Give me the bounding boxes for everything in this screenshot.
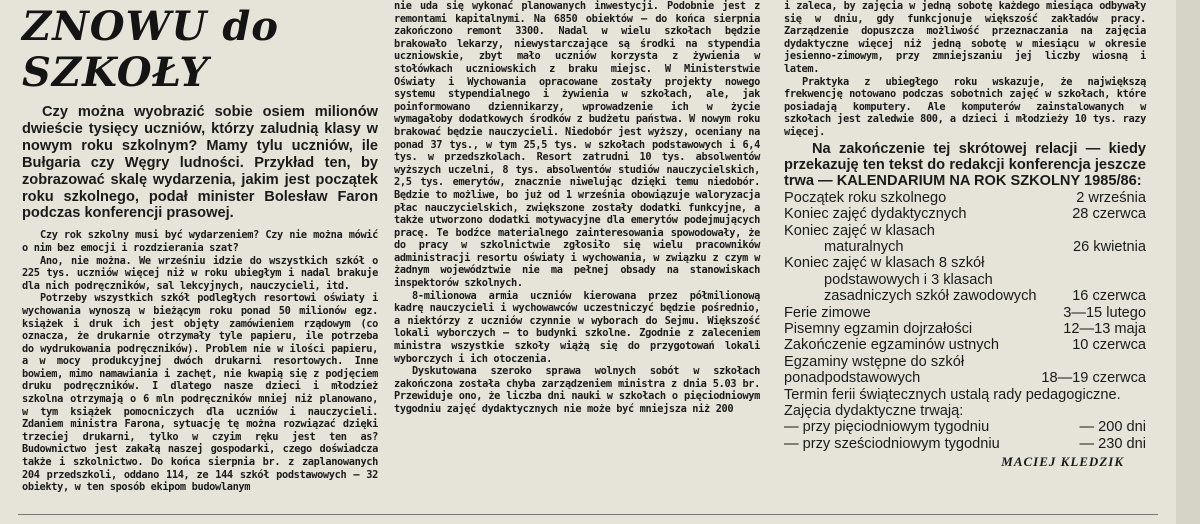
calendar-value: 26 kwietnia: [1072, 238, 1146, 255]
calendar-value: 18—19 czerwca: [1041, 370, 1146, 387]
calendar-label: Zakończenie egzaminów ustnych: [784, 337, 999, 354]
column-1: [22, 0, 378, 494]
calendar-label: Koniec zajęć dydaktycznych: [784, 206, 967, 223]
calendar-row: [784, 321, 1146, 337]
calendar-row: [784, 305, 1146, 321]
paragraph: 8-milionowa armia uczniów kierowana przez półmilionową kadrę nauczycieli i wychowawców uczestniczyć będzie pośrednio, a niektórzy z uczniów czynnie w wyborach do Sejmu. Większość lokali wyborczych — to budynki szkolne. Zgodnie z zaleceniem ministra wszystkie szkoły wiążą się do przygotowań lokali wyborczych i ich otoczenia.: [394, 289, 760, 365]
article-lead: [22, 104, 378, 222]
paragraph: i zaleca, by zajęcia w jedną sobotę każdego miesiąca odbywały się w dniu, gdy funkcjonuje większość zakładów pracy. Zarządzenie dopuszcza możliwość przeznaczania na zajęcia dydaktyczne więcej niż jedną sobotę w miesiącu w okresie jesienno-zimowym, przy zmniejszaniu jej liczby wiosną i latem.: [784, 0, 1146, 75]
calendar-list: [784, 190, 1146, 453]
zajecia-row: [784, 436, 1146, 452]
page-edge: [1176, 0, 1200, 524]
calendar-row: [784, 239, 1146, 255]
column-3: [784, 0, 1146, 470]
column-2: [394, 0, 760, 416]
zajecia-header: Zajęcia dydaktyczne trwają:: [784, 403, 964, 420]
zajecia-label: — przy sześciodniowym tygodniu: [784, 435, 1000, 452]
calendar-row: [784, 354, 1146, 387]
calendar-row: [784, 206, 1146, 222]
calendar-row: [784, 223, 1146, 239]
author-signature: MACIEJ KLEDZIK: [1001, 454, 1124, 470]
calendar-label: Koniec zajęć w klasach: [784, 222, 935, 239]
lead-paragraph: Czy można wyobrazić sobie osiem milionów dwieście tysięcy uczniów, którzy zaludnią klasy w nowym roku szkolnym? Mamy tylu uczniów, ile Bułgaria czy Węgry ludności. Przykład ten, by zobrazować skalę wydarzenia, jakim jest początek roku szkolnego, podał minister Bolesław Faron podczas konferencji prasowej.: [22, 104, 378, 222]
paragraph: Ano, nie można. We wrześniu idzie do wszystkich szkół o 225 tys. uczniów więcej niż w roku ubiegłym i nadal brakuje dla nich podręczników, sal lekcyjnych, nauczycieli, itd.: [22, 254, 378, 292]
column-1-body: [22, 229, 378, 493]
article-title: ZNOWU do SZKOŁY: [22, 3, 279, 96]
calendar-label: Ferie zimowe: [784, 304, 871, 321]
zajecia-label: — przy pięciodniowym tygodniu: [784, 419, 990, 436]
calendar-label: podstawowych i 3 klasach zasadniczych szkół zawodowych: [824, 271, 1037, 305]
paragraph: Potrzeby wszystkich szkół podległych resortowi oświaty i wychowania wynoszą w bieżącym roku ponad 50 milionów egz. książek i druk ich jest objęty zamówieniem rządowym (co oznacza, że drukarnie otrzymały tyle papieru, ile potrzeba do wydrukowania podręczników). Problem nie w ilości papieru, a w mocy produkcyjnej dwóch drukarni resortowych. Inne bowiem, mimo namawiania i zachęt, nie kwapią się z podjęciem druku podręczników. I dlatego nasze dzieci i młodzież szkolna otrzymają o 6 mln podręczników mniej niż planowano, w tym książek pomocniczych dla uczniów i nauczycieli. Zdaniem ministra Farona, sytuację tę można rozwiązać dzięki trzeciej drukarni, tylko w czyim ręku jest ten as? Budownictwo jest zakałą naszej gospodarki, czego doświadcza także i szkolnictwo. Do końca sierpnia br. z zaplanowanych 204 przedszkoli, oddano 114, ze 144 szkół podstawowych — 32 obiekty, w ten sposób ekipom budowlanym: [22, 292, 378, 494]
zajecia-value: — 200 dni: [1079, 419, 1146, 436]
zajecia-row: [784, 419, 1146, 435]
paragraph: Dyskutowana szeroko sprawa wolnych sobót w szkołach zakończona została chyba zarządzeniem ministra z dnia 5.03 br. Przewiduje ono, że liczba dni nauki w szkołach o pięciodniowym tygodniu zajęć dydaktycznych nie może być mniejsza niż 200: [394, 365, 760, 415]
calendar-row: [784, 190, 1146, 206]
column-3-body: [784, 0, 1146, 139]
paragraph: Praktyka z ubiegłego roku wskazuje, że największą frekwencję notowano podczas sobotnich zajęć w szkołach, które posiadają komputery. Ale komputerów zainstalowanych w szkołach jest zaledwie 800, a dzieci i młodzieży 10 tys. razy więcej.: [784, 75, 1146, 138]
calendar-value: 12—13 maja: [1063, 321, 1146, 337]
calendar-value: 28 czerwca: [1072, 206, 1146, 223]
calendar-value: 2 września: [1076, 189, 1146, 206]
calendar-row: [784, 272, 1146, 305]
calendar-intro: [784, 141, 1146, 190]
calendar-value: 16 czerwca: [1072, 288, 1146, 305]
calendar-value: 10 czerwca: [1072, 337, 1146, 354]
calendar-intro-text: Na zakończenie tej skrótowej relacji — kiedy przekazuję ten tekst do redakcji konferencja jeszcze trwa — KALENDARIUM NA ROK SZKOLNY 1985/86:: [784, 140, 1146, 190]
paragraph: Czy rok szkolny musi być wydarzeniem? Czy nie można mówić o nim bez emocji i rozdzierania szat?: [22, 229, 378, 254]
calendar-label: Egzaminy wstępne do szkół ponadpodstawowych: [784, 353, 965, 387]
calendar-label: maturalnych: [824, 238, 904, 255]
calendar-label: Początek roku szkolnego: [784, 189, 947, 206]
column-2-body: [394, 0, 760, 416]
calendar-value: 3—15 lutego: [1063, 304, 1146, 321]
bottom-rule: [18, 514, 1158, 515]
paragraph: nie uda się wykonać planowanych inwestycji. Podobnie jest z remontami kapitalnymi. Na 6850 obiektów — do końca sierpnia zakończono remont 3300. Nadal w wielu szkołach będzie brakowało lekarzy, niewystarczające są środki na stypendia uczniowskie, zbyt mało uczniów korzysta z żywienia w stołówkach uczniowskich z braku miejsc. W Ministerstwie Oświaty i Wychowania opracowane zostały projekty nowego systemu stypendialnego i żywienia w szkołach, ale, jak poinformowano dziennikarzy, wprowadzenie ich w życie wymagałoby dodatkowych środków z budżetu państwa. W nowym roku brakować będzie nauczycieli. Niedobór jest wyższy, oceniany na ponad 37 tys., w tym 25,5 tys. w szkołach podstawowych i 6,4 tys. w przedszkolach. Resort zatrudni 10 tys. absolwentów wyższych uczelni, 8 tys. absolwentów studiów nauczycielskich, 2,5 tys. emerytów, znacznie niwelując dzięki temu niedobór. Będzie to możliwe, bo już od 1 września obowiązuje waloryzacja płac nauczycielskich, zwiększone zostały dodatki funkcyjne, a także utworzono dodatki motywacyjne dla emerytów podejmujących pracę. Te bodźce materialnego zainteresowania spowodowały, że do pracy w szkolnictwie zgłosiło się wielu pracowników administracji resortu oświaty i wychowania, w związku z czym w żadnym województwie nie ma pełnej obsady na stanowiskach inspektorów szkolnych.: [394, 0, 760, 290]
calendar-label: Koniec zajęć w klasach 8 szkół: [784, 255, 985, 272]
calendar-label: Pisemny egzamin dojrzałości: [784, 321, 973, 337]
calendar-row: [784, 337, 1146, 353]
calendar-note: Termin ferii świątecznych ustalą rady pedagogiczne.: [784, 386, 1121, 403]
zajecia-value: — 230 dni: [1079, 435, 1146, 452]
calendar-row: [784, 255, 1146, 271]
